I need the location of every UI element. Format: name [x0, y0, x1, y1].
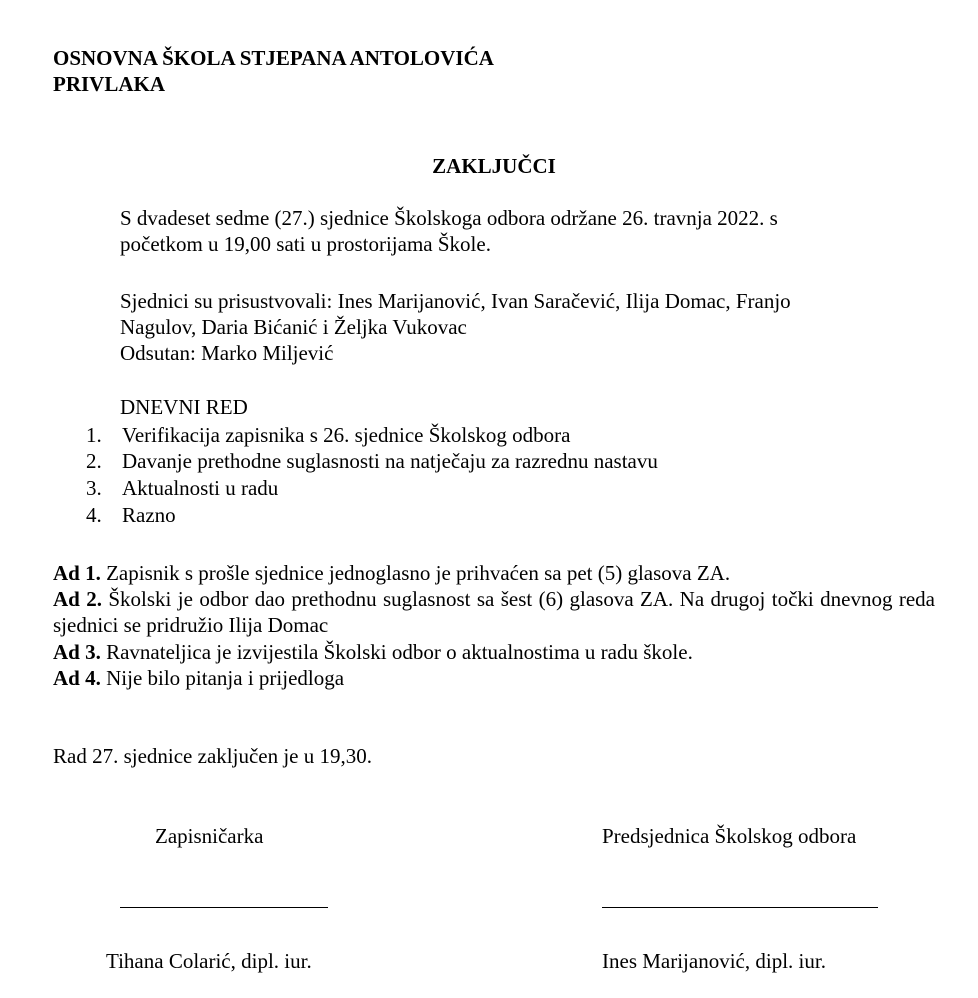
agenda-item-number: 1.: [86, 423, 102, 447]
chairwoman-signature-line: [602, 907, 878, 908]
intro-line-2: početkom u 19,00 sati u prostorijama Škole.: [120, 232, 491, 256]
chairwoman-role: Predsjednica Školskog odbora: [602, 824, 857, 848]
conclusion-label: Ad 4.: [53, 666, 101, 690]
conclusion-label: Ad 3.: [53, 640, 101, 664]
conclusion-item: [53, 665, 344, 691]
agenda-item: [86, 448, 658, 474]
agenda-item-text: Aktualnosti u radu: [122, 476, 279, 500]
agenda-item: [86, 502, 176, 528]
recorder-name: Tihana Colarić, dipl. iur.: [106, 949, 312, 973]
agenda-item-number: 4.: [86, 503, 102, 527]
attendance-line-1: Sjednici su prisustvovali: Ines Marijanović, Ivan Saračević, Ilija Domac, Franjo: [120, 289, 791, 313]
recorder-signature-line: [120, 907, 328, 908]
agenda-item: [86, 475, 278, 501]
agenda-item-number: 2.: [86, 449, 102, 473]
intro-line-1: S dvadeset sedme (27.) sjednice Školskoga odbora održane 26. travnja 2022. s: [120, 206, 778, 230]
conclusion-text: Školski je odbor dao prethodnu suglasnost sa šest (6) glasova ZA. Na drugoj točki dnevnog reda sjednici se pridružio Ilija Domac: [53, 587, 935, 637]
conclusion-item: [53, 560, 730, 586]
conclusion-item: [53, 639, 693, 665]
agenda-item-text: Razno: [122, 503, 176, 527]
attendance-line-2: Nagulov, Daria Bićanić i Željka Vukovac: [120, 315, 467, 339]
closing-statement: Rad 27. sjednice zaključen je u 19,30.: [53, 744, 372, 768]
school-name: OSNOVNA ŠKOLA STJEPANA ANTOLOVIĆA: [53, 46, 494, 70]
document-title: ZAKLJUČCI: [432, 154, 556, 178]
agenda-item: [86, 422, 570, 448]
absent-line: Odsutan: Marko Miljević: [120, 341, 334, 365]
chairwoman-name: Ines Marijanović, dipl. iur.: [602, 949, 826, 973]
recorder-role: Zapisničarka: [155, 824, 264, 848]
conclusion-text: Nije bilo pitanja i prijedloga: [100, 666, 345, 690]
conclusion-text: Zapisnik s prošle sjednice jednoglasno je prihvaćen sa pet (5) glasova ZA.: [100, 561, 731, 585]
conclusion-label: Ad 2.: [53, 587, 102, 611]
conclusion-item: [53, 586, 935, 638]
agenda-item-text: Davanje prethodne suglasnosti na natječaju za razrednu nastavu: [122, 449, 658, 473]
conclusion-text: Ravnateljica je izvijestila Školski odbor o aktualnostima u radu škole.: [100, 640, 693, 664]
agenda-title: DNEVNI RED: [120, 395, 248, 419]
school-place: PRIVLAKA: [53, 72, 166, 96]
agenda-item-number: 3.: [86, 476, 102, 500]
agenda-item-text: Verifikacija zapisnika s 26. sjednice Školskog odbora: [122, 423, 571, 447]
conclusion-label: Ad 1.: [53, 561, 101, 585]
